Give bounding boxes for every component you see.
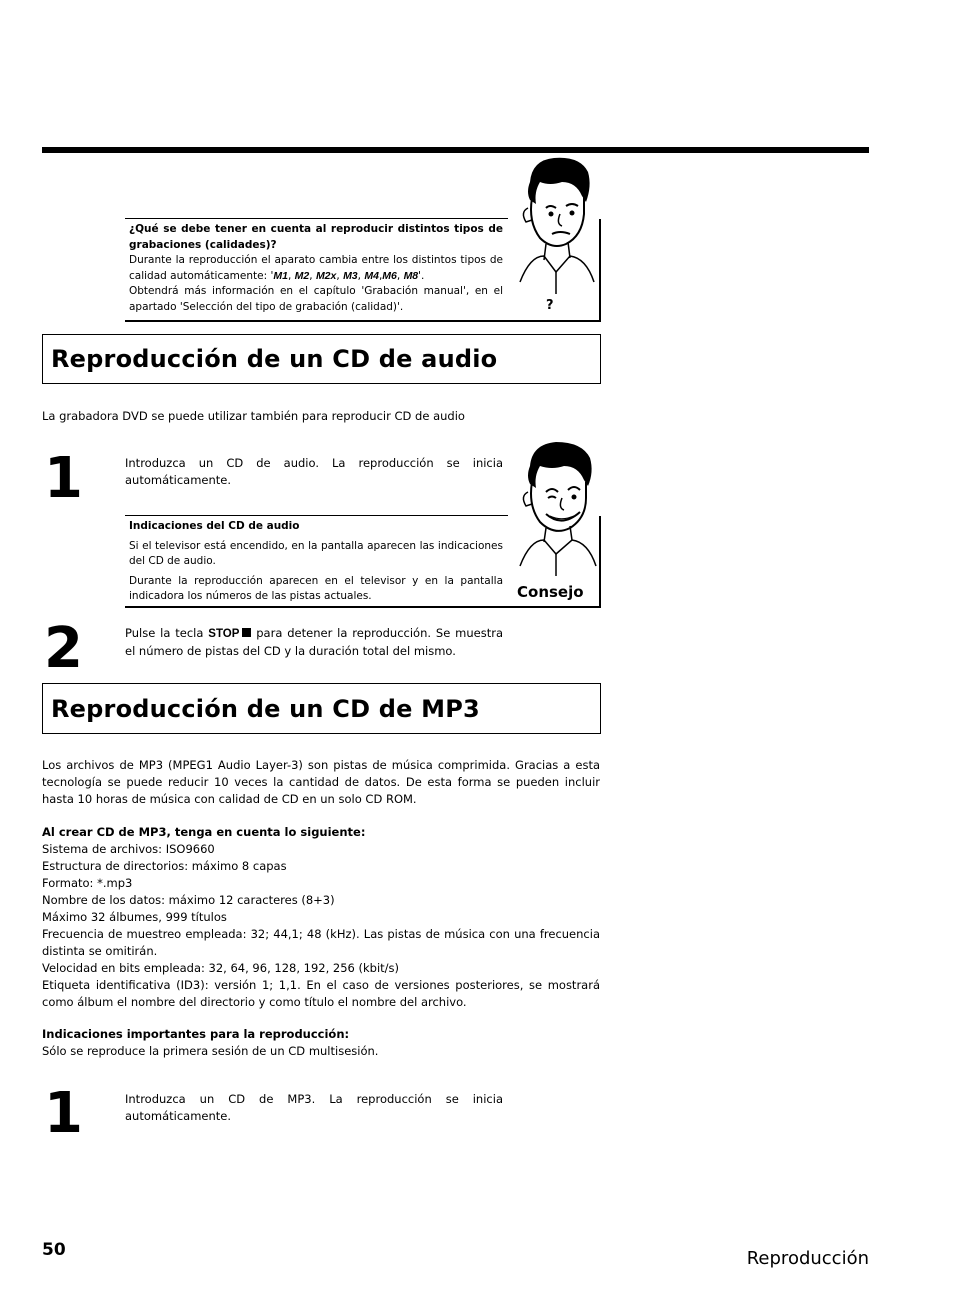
requirements-title: Al crear CD de MP3, tenga en cuenta lo siguiente: — [42, 825, 366, 839]
step-number-1: 1 — [44, 446, 83, 511]
requirement-item: Nombre de los datos: máximo 12 caracteres (8+3) — [42, 893, 335, 907]
note-quality-line2: Obtendrá más información en el capítulo 'Grabación manual', en el apartado 'Selección del tipo de grabación (calidad)'. — [129, 285, 503, 313]
mp3-step-1-text: Introduzca un CD de MP3. La reproducción se inicia automáticamente. — [125, 1092, 503, 1123]
tip-audio-cd-content — [129, 519, 503, 605]
mp3-requirements — [42, 824, 600, 1011]
tip-line1: Si el televisor está encendido, en la pantalla aparecen las indicaciones del CD de audio. — [129, 539, 503, 567]
section-heading-mp3-cd — [42, 683, 601, 734]
requirement-item: Etiqueta identificativa (ID3): versión 1; 1,1. En el caso de versiones posteriores, se mostrará como álbum el nombre del directorio y como título el nombre del archivo. — [42, 978, 600, 1009]
tip-title: Indicaciones del CD de audio — [129, 520, 300, 532]
note-quality-content — [129, 222, 503, 315]
requirement-item: Estructura de directorios: máximo 8 capas — [42, 859, 287, 873]
step-1-text: Introduzca un CD de audio. La reproducción se inicia automáticamente. — [125, 456, 503, 487]
puzzled-man-icon — [510, 152, 598, 302]
important-title: Indicaciones importantes para la reproducción: — [42, 1027, 350, 1041]
tip-icon-label: Consejo — [517, 583, 584, 601]
requirement-item: Formato: *.mp3 — [42, 876, 133, 890]
requirement-item: Sistema de archivos: ISO9660 — [42, 842, 215, 856]
tip-line2: Durante la reproducción aparecen en el televisor y en la pantalla indicadora los números de las pistas actuales. — [129, 574, 503, 602]
smiling-man-icon — [510, 438, 598, 578]
requirement-item: Frecuencia de muestreo empleada: 32; 44,1; 48 (kHz). Las pistas de música con una frecuencia distinta se omitirán. — [42, 927, 600, 958]
section-title-audio-cd: Reproducción de un CD de audio — [51, 345, 498, 373]
section-heading-audio-cd — [42, 334, 601, 384]
top-rule — [42, 147, 869, 153]
note-quality-icon-label: ? — [546, 298, 554, 313]
stop-key-label: STOP — [208, 628, 240, 640]
section-intro-audio-cd: La grabadora DVD se puede utilizar también para reproducir CD de audio — [42, 409, 465, 423]
note-quality-title: ¿Qué se debe tener en cuenta al reproducir distintos tipos de grabaciones (calidades)? — [129, 223, 503, 251]
mp3-step-number-1: 1 — [44, 1081, 83, 1146]
step-2-text: Pulse la tecla STOP para detener la reproducción. Se muestra el número de pistas del CD y la duración total del mismo. — [125, 626, 503, 658]
section-intro-mp3-cd: Los archivos de MP3 (MPEG1 Audio Layer-3) son pistas de música comprimida. Gracias a esta tecnología se puede reducir 10 veces la cantidad de datos. De esta forma se pueden incluir hasta 10 horas de música con calidad de CD en un solo CD ROM. — [42, 758, 600, 806]
requirement-item: Velocidad en bits empleada: 32, 64, 96, 128, 192, 256 (kbit/s) — [42, 961, 400, 975]
page-number: 50 — [42, 1240, 66, 1260]
footer-section-name: Reproducción — [746, 1248, 869, 1269]
section-title-mp3-cd: Reproducción de un CD de MP3 — [51, 694, 480, 723]
requirement-item: Máximo 32 álbumes, 999 títulos — [42, 910, 227, 924]
step-number-2: 2 — [44, 616, 83, 681]
note-quality-line1: Durante la reproducción el aparato cambia entre los distintos tipos de calidad automáticamente: 'M1, M2, M2x, M3, M4,M6, M8'. — [129, 254, 503, 282]
important-notes — [42, 1026, 600, 1060]
important-text: Sólo se reproduce la primera sesión de un CD multisesión. — [42, 1044, 379, 1058]
